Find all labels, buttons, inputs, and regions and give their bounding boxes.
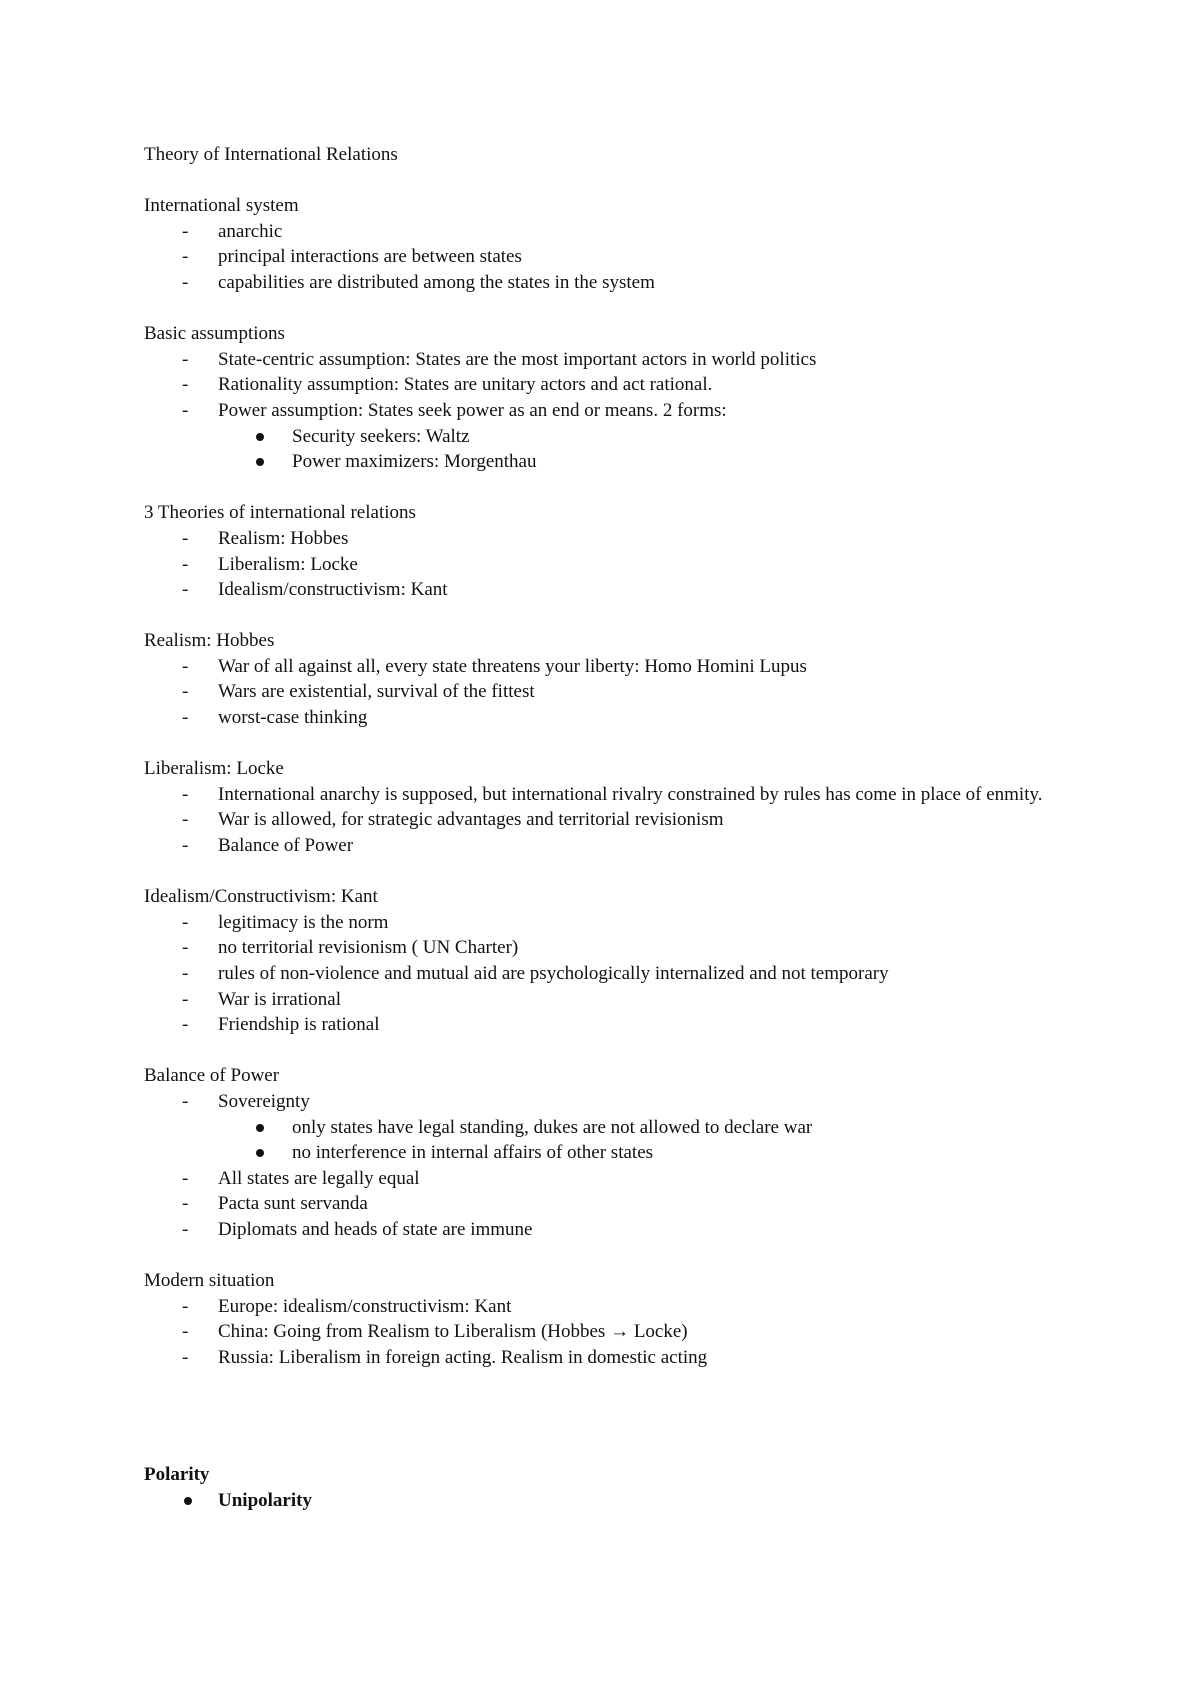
bullet-item-text: Security seekers: Waltz	[292, 425, 470, 447]
dash-marker: -	[182, 809, 189, 831]
list-item	[144, 782, 1064, 808]
list-item	[144, 705, 1064, 731]
list-item-text: War of all against all, every state threatens your liberty: Homo Homini Lupus	[218, 655, 807, 677]
spacer	[144, 1396, 1064, 1462]
list-item-text: Diplomats and heads of state are immune	[218, 1218, 533, 1240]
list-item-text: no territorial revisionism ( UN Charter)	[218, 937, 519, 959]
dash-marker: -	[182, 1218, 189, 1240]
dash-marker: -	[182, 988, 189, 1010]
list-item	[144, 270, 1064, 296]
section	[144, 1063, 1064, 1242]
list-item-text: China: Going from Realism to Liberalism (Hobbes → Locke)	[218, 1321, 688, 1343]
list-item-text: Idealism/constructivism: Kant	[218, 579, 448, 601]
list-item	[144, 1319, 1064, 1345]
list-item-text: rules of non-violence and mutual aid are psychologically internalized and not temporary	[218, 963, 889, 984]
list-item-text: War is irrational	[218, 988, 341, 1010]
list-item	[144, 1012, 1064, 1038]
list-item	[144, 526, 1064, 552]
dash-list	[144, 910, 1064, 1038]
list-item-text: Rationality assumption: States are unitary actors and act rational.	[218, 374, 713, 396]
section-heading: Basic assumptions	[144, 323, 285, 345]
dash-marker: -	[182, 835, 189, 857]
list-item	[144, 372, 1064, 398]
list-item	[144, 577, 1064, 603]
bullet-item-text: only states have legal standing, dukes are not allowed to declare war	[292, 1116, 813, 1138]
dash-marker: -	[182, 655, 189, 677]
list-item-text: International anarchy is supposed, but international rivalry constrained by rules has come in place of enmity.	[218, 783, 1043, 805]
dash-marker: -	[182, 553, 189, 575]
list-item-text: Europe: idealism/constructivism: Kant	[218, 1295, 512, 1317]
list-item-text: Realism: Hobbes	[218, 527, 349, 549]
list-item	[144, 347, 1064, 373]
polarity-list	[144, 1488, 1064, 1514]
list-item	[144, 1217, 1064, 1243]
section-heading: 3 Theories of international relations	[144, 502, 416, 524]
list-item-text: principal interactions are between states	[218, 246, 522, 268]
section	[144, 193, 1064, 295]
polarity-item-text: Unipolarity	[218, 1489, 312, 1511]
list-item	[144, 244, 1064, 270]
list-item-text: War is allowed, for strategic advantages and territorial revisionism	[218, 809, 724, 831]
section	[144, 628, 1064, 730]
section-heading: Modern situation	[144, 1270, 275, 1292]
list-item	[144, 1191, 1064, 1217]
list-item	[144, 961, 1064, 987]
list-item	[144, 987, 1064, 1013]
list-item	[144, 833, 1064, 859]
document-title: Theory of International Relations	[144, 144, 398, 165]
dash-marker: -	[182, 579, 189, 601]
dash-marker: -	[182, 246, 189, 268]
list-item	[144, 1345, 1064, 1371]
list-item-text: Sovereignty	[218, 1090, 310, 1112]
list-item-text: Pacta sunt servanda	[218, 1193, 368, 1215]
section	[144, 321, 1064, 475]
list-item	[144, 552, 1064, 578]
list-item-text: anarchic	[218, 220, 283, 242]
dash-marker: -	[182, 399, 189, 421]
dash-marker: -	[182, 220, 189, 242]
list-item	[144, 807, 1064, 833]
dash-list	[144, 1089, 1064, 1243]
section-heading: Idealism/Constructivism: Kant	[144, 886, 378, 908]
dash-list	[144, 1294, 1064, 1371]
bullet-icon	[256, 458, 264, 466]
list-item-text: Power assumption: States seek power as an end or means. 2 forms:	[218, 399, 727, 421]
list-item-text: worst-case thinking	[218, 707, 368, 729]
bullet-icon	[256, 1149, 264, 1157]
dash-list	[144, 654, 1064, 731]
dash-marker: -	[182, 1167, 189, 1189]
list-item-text: State-centric assumption: States are the most important actors in world politics	[218, 348, 817, 370]
list-item	[144, 1294, 1064, 1320]
section	[144, 500, 1064, 602]
list-item	[144, 679, 1064, 705]
list-item-text: legitimacy is the norm	[218, 911, 389, 933]
list-item	[144, 654, 1064, 680]
polarity-heading: Polarity	[144, 1464, 210, 1486]
bullet-icon	[256, 433, 264, 441]
dash-list	[144, 347, 1064, 475]
list-item-text: Liberalism: Locke	[218, 553, 358, 575]
section-heading: Balance of Power	[144, 1065, 280, 1087]
list-item-text: Wars are existential, survival of the fittest	[218, 681, 535, 703]
list-item	[144, 935, 1064, 961]
document-content	[144, 142, 1064, 1513]
section-heading: Realism: Hobbes	[144, 630, 275, 652]
list-item-text: Friendship is rational	[218, 1014, 380, 1036]
dash-marker: -	[182, 1090, 189, 1112]
dash-marker: -	[182, 1346, 189, 1368]
dash-marker: -	[182, 1295, 189, 1317]
list-item-text: Balance of Power	[218, 835, 354, 857]
bullet-item	[146, 424, 1064, 450]
bullet-item	[146, 449, 1064, 475]
list-item	[144, 219, 1064, 245]
dash-marker: -	[182, 681, 189, 703]
bullet-icon	[184, 1497, 192, 1505]
dash-marker: -	[182, 1014, 189, 1036]
polarity-list-item	[144, 1488, 1064, 1514]
bullet-item	[146, 1140, 1064, 1166]
sections-container	[144, 193, 1064, 1370]
bullet-list	[218, 1115, 1064, 1166]
dash-marker: -	[182, 963, 189, 984]
dash-list	[144, 782, 1064, 859]
list-item	[144, 398, 1064, 475]
list-item-text: Russia: Liberalism in foreign acting. Realism in domestic acting	[218, 1346, 708, 1368]
dash-marker: -	[182, 348, 189, 370]
dash-marker: -	[182, 1321, 189, 1343]
section-heading: Liberalism: Locke	[144, 758, 284, 780]
dash-marker: -	[182, 707, 189, 729]
list-item	[144, 910, 1064, 936]
section	[144, 756, 1064, 858]
list-item	[144, 1166, 1064, 1192]
bullet-item-text: no interference in internal affairs of other states	[292, 1142, 654, 1164]
list-item-text: All states are legally equal	[218, 1167, 420, 1189]
dash-marker: -	[182, 271, 189, 293]
dash-marker: -	[182, 1193, 189, 1215]
section-heading: International system	[144, 195, 299, 217]
section	[144, 1268, 1064, 1370]
dash-marker: -	[182, 937, 189, 959]
dash-list	[144, 526, 1064, 603]
dash-marker: -	[182, 783, 189, 805]
list-item-text: capabilities are distributed among the states in the system	[218, 271, 655, 293]
list-item	[144, 1089, 1064, 1166]
bullet-list	[218, 424, 1064, 475]
bullet-icon	[256, 1124, 264, 1132]
dash-marker: -	[182, 374, 189, 396]
bullet-item	[146, 1115, 1064, 1141]
dash-marker: -	[182, 527, 189, 549]
dash-list	[144, 219, 1064, 296]
bullet-item-text: Power maximizers: Morgenthau	[292, 451, 537, 473]
dash-marker: -	[182, 911, 189, 933]
section	[144, 884, 1064, 1038]
